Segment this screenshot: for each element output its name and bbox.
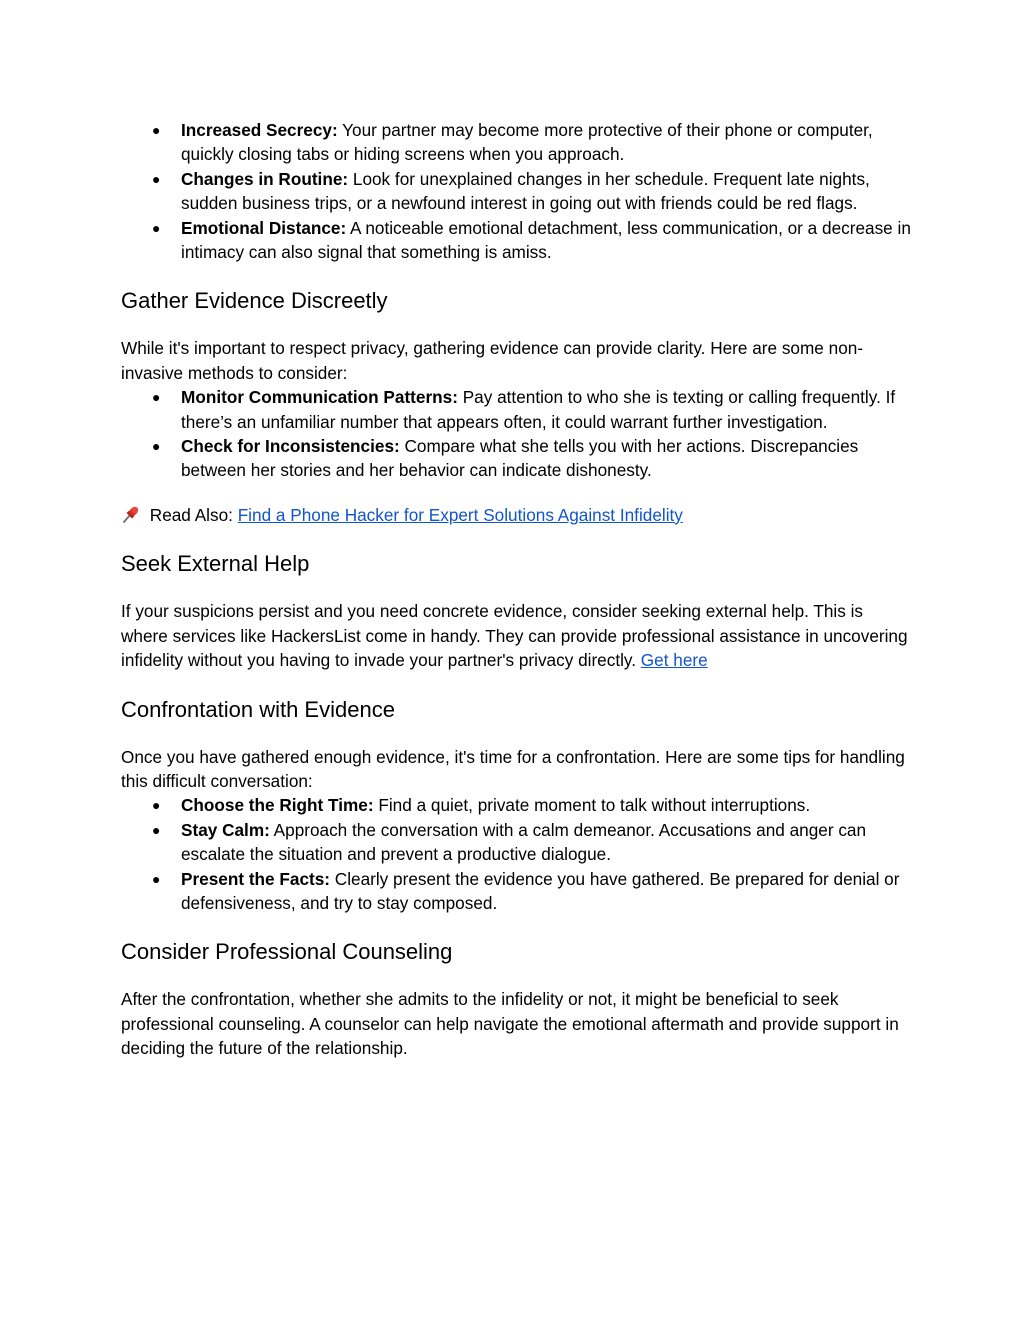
read-also-line bbox=[121, 503, 911, 527]
list-item bbox=[121, 793, 911, 817]
list-item-text: A noticeable emotional detachment, less communication, or a decrease in intimacy can also signal that something is amiss. bbox=[181, 217, 911, 263]
list-item bbox=[121, 216, 911, 265]
read-also-link[interactable]: Find a Phone Hacker for Expert Solutions Against Infidelity bbox=[237, 504, 683, 525]
paragraph-text: If your suspicions persist and you need concrete evidence, consider seeking external help. This is where services like HackersList come in handy. They can provide professional assistance in uncovering infidelity without you having to invade your partner's privacy directly. bbox=[121, 601, 908, 671]
list-item-text: Clearly present the evidence you have gathered. Be prepared for denial or defensiveness, and try to stay composed. bbox=[181, 868, 900, 913]
list-item-term: Changes in Routine: bbox=[181, 168, 349, 189]
bullet-icon: ● bbox=[152, 122, 161, 138]
list-item bbox=[121, 867, 911, 916]
read-also-label: Read Also: bbox=[145, 504, 238, 525]
list-item-term: Stay Calm: bbox=[181, 819, 270, 840]
list-item-text: Approach the conversation with a calm demeanor. Accusations and anger can escalate the situation and prevent a productive dialogue. bbox=[181, 819, 867, 865]
heading-seek-external-help: Seek External Help bbox=[121, 551, 310, 577]
list-item-text: Look for unexplained changes in her schedule. Frequent late nights, sudden business trips, or a newfound interest in going out with friends could be red flags. bbox=[181, 168, 870, 214]
list-item-text: Your partner may become more protective of their phone or computer, quickly closing tabs or hiding screens when you approach. bbox=[181, 120, 873, 165]
bullet-icon: ● bbox=[152, 438, 161, 455]
intro-bullet-list bbox=[121, 118, 911, 264]
list-item-text: Find a quiet, private moment to talk without interruptions. bbox=[373, 795, 811, 816]
list-item-term: Monitor Communication Patterns: bbox=[181, 387, 458, 408]
list-item bbox=[121, 385, 911, 434]
confrontation-bullet-list bbox=[121, 793, 911, 915]
list-item-text: Pay attention to who she is texting or calling frequently. If there’s an unfamiliar number that appears often, it could warrant further investigation. bbox=[181, 387, 896, 432]
list-item bbox=[121, 118, 911, 167]
list-item-term: Increased Secrecy: bbox=[181, 120, 338, 140]
bullet-icon: ● bbox=[152, 870, 161, 887]
pushpin-icon bbox=[121, 504, 141, 524]
list-item-term: Choose the Right Time: bbox=[181, 795, 374, 816]
heading-gather-evidence: Gather Evidence Discreetly bbox=[121, 288, 388, 314]
list-item bbox=[121, 167, 911, 216]
document-page bbox=[121, 118, 911, 1061]
heading-confrontation: Confrontation with Evidence bbox=[121, 696, 395, 722]
bullet-icon: ● bbox=[152, 797, 161, 814]
bullet-icon: ● bbox=[152, 170, 161, 187]
paragraph-seek-external-help bbox=[121, 599, 911, 672]
bullet-icon: ● bbox=[152, 389, 161, 406]
list-item-term: Check for Inconsistencies: bbox=[181, 436, 400, 457]
list-item-text: Compare what she tells you with her actions. Discrepancies between her stories and her behavior can indicate dishonesty. bbox=[181, 436, 859, 481]
paragraph-confrontation: Once you have gathered enough evidence, it's time for a confrontation. Here are some tips for handling this difficult conversation: bbox=[121, 746, 905, 791]
list-item bbox=[121, 434, 911, 483]
list-item-term: Present the Facts: bbox=[181, 868, 331, 889]
bullet-icon: ● bbox=[152, 219, 161, 236]
paragraph-gather-evidence: While it's important to respect privacy, gathering evidence can provide clarity. Here are some non-invasive methods to consider: bbox=[121, 338, 864, 383]
bullet-icon: ● bbox=[152, 821, 161, 838]
list-item bbox=[121, 818, 911, 867]
paragraph-counseling: After the confrontation, whether she admits to the infidelity or not, it might be beneficial to seek professional counseling. A counselor can help navigate the emotional aftermath and provide support in deciding the future of the relationship. bbox=[121, 989, 899, 1059]
list-item-term: Emotional Distance: bbox=[181, 217, 347, 238]
gather-bullet-list bbox=[121, 385, 911, 483]
heading-counseling: Consider Professional Counseling bbox=[121, 939, 453, 965]
get-here-link[interactable]: Get here bbox=[640, 650, 708, 671]
